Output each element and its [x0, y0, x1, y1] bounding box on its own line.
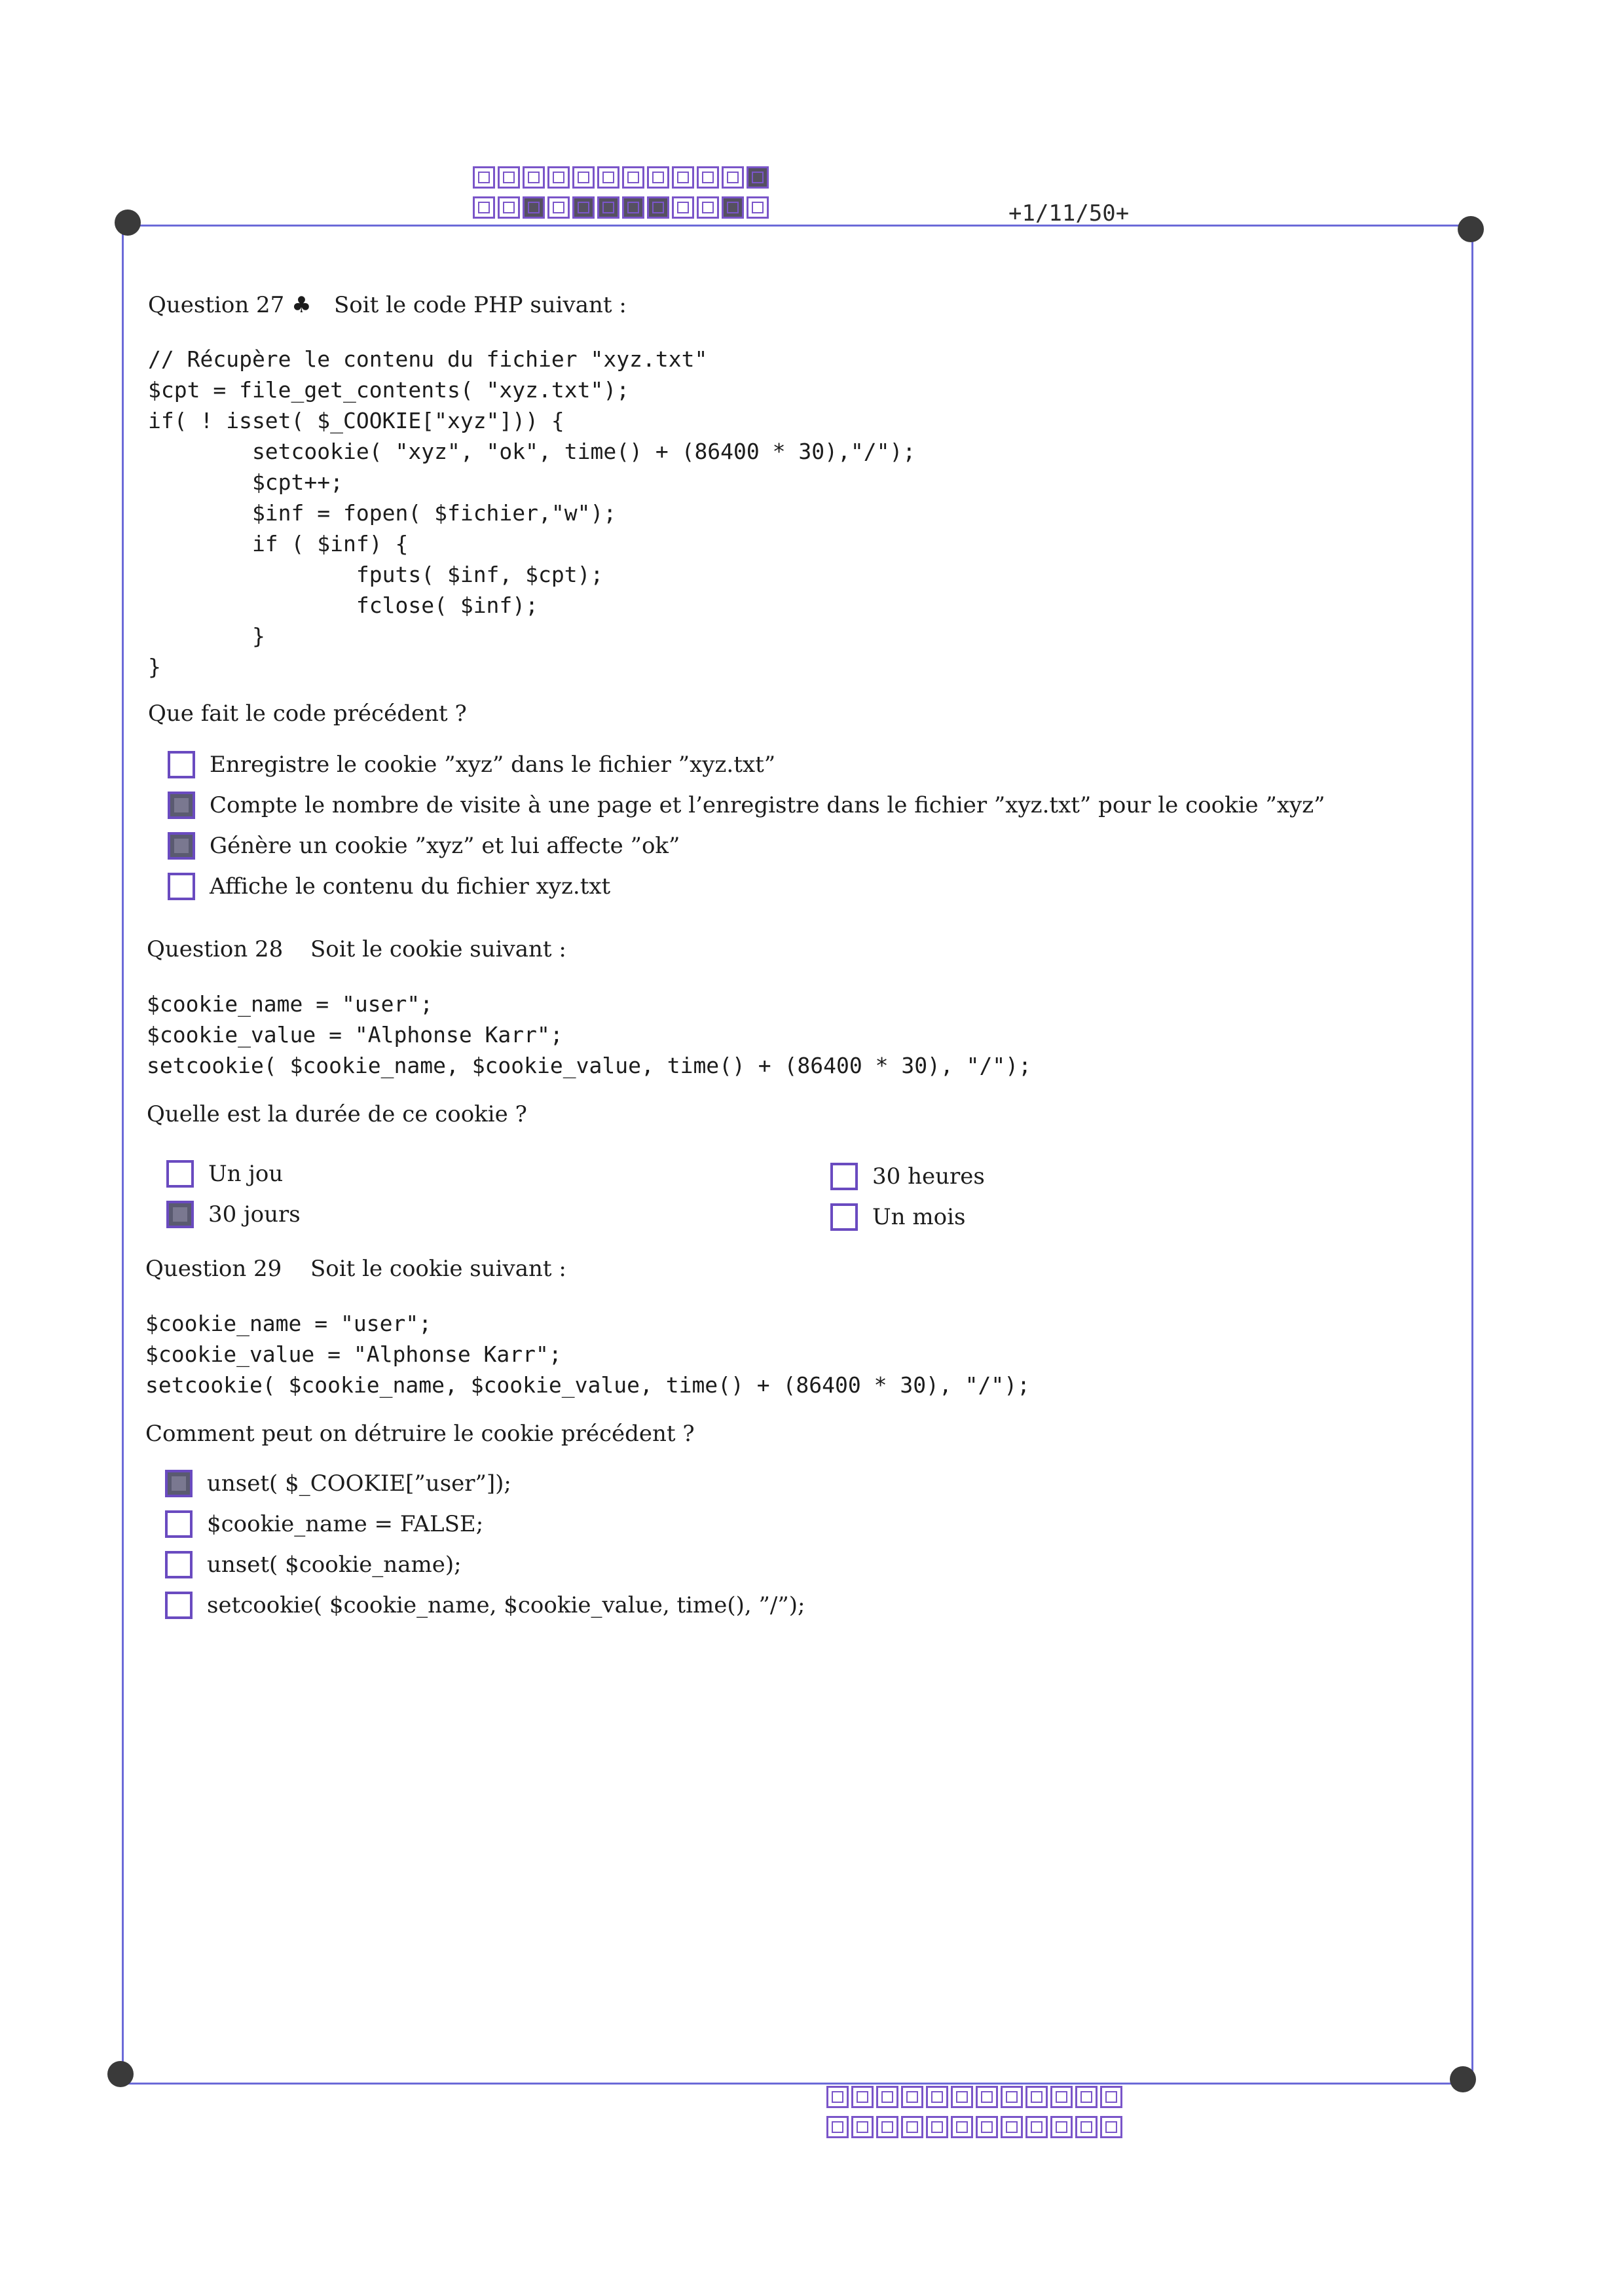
answer-label: Un jou [208, 1161, 284, 1187]
id-bar-cell [647, 196, 669, 219]
id-bar-cell [901, 2086, 923, 2108]
answer-label: Un mois [872, 1204, 966, 1230]
answer-option [165, 1510, 483, 1538]
answer-option [168, 751, 775, 778]
answer-label: Génère un cookie ”xyz” et lui affecte ”ok” [210, 833, 680, 859]
id-bar-cell [572, 196, 595, 219]
answer-checkbox[interactable] [168, 792, 195, 819]
id-bar-cell [498, 166, 520, 189]
question-intro: Soit le code PHP suivant : [334, 292, 627, 318]
question-intro: Soit le cookie suivant : [310, 936, 566, 962]
answer-checkbox[interactable] [830, 1163, 858, 1190]
code-block: // Récupère le contenu du fichier "xyz.txt" $cpt = file_get_contents( "xyz.txt"); if( ! isset( $_COOKIE["xyz"])) { setcookie( "xyz", "ok", time() + (86400 * 30),"/"); $cpt++; $inf = fopen( $fichier,"w"); if ( $inf) { fputs( $inf, $cpt); fclose( $inf); } } [148, 346, 916, 680]
question-29-header [145, 1256, 566, 1282]
id-bar-cell [697, 166, 719, 189]
question-prompt: Comment peut on détruire le cookie précédent ? [145, 1421, 695, 1447]
id-bar-cell [951, 2116, 973, 2138]
answer-checkbox[interactable] [168, 873, 195, 900]
question-number: Question 28 [147, 936, 284, 962]
answer-option [168, 832, 680, 860]
id-bar-cell [572, 166, 595, 189]
answer-option [168, 873, 610, 900]
id-bar-cell [826, 2086, 849, 2108]
id-bar-top-row2 [473, 196, 769, 219]
id-bar-cell [1075, 2086, 1098, 2108]
id-bar-cell [722, 196, 744, 219]
answer-label: 30 heures [872, 1163, 985, 1190]
id-bar-cell [473, 166, 495, 189]
id-bar-bottom-row2 [826, 2116, 1122, 2138]
id-bar-cell [926, 2086, 948, 2108]
id-bar-cell [672, 166, 694, 189]
answer-option [830, 1163, 985, 1190]
question-28-header [147, 936, 566, 962]
answer-option [165, 1551, 462, 1578]
id-bar-cell [547, 196, 570, 219]
id-bar-cell [1100, 2086, 1122, 2108]
id-bar-cell [851, 2086, 874, 2108]
answer-option [165, 1592, 805, 1619]
id-bar-cell [498, 196, 520, 219]
id-bar-cell [976, 2116, 998, 2138]
id-bar-cell [926, 2116, 948, 2138]
corner-mark-bottom-right [1450, 2066, 1476, 2092]
page-id: +1/11/50+ [1008, 200, 1130, 227]
id-bar-cell [523, 166, 545, 189]
id-bar-cell [851, 2116, 874, 2138]
id-bar-cell [1025, 2116, 1048, 2138]
answer-label: Affiche le contenu du fichier xyz.txt [210, 873, 611, 900]
id-bar-cell [523, 196, 545, 219]
id-bar-cell [1050, 2086, 1073, 2108]
answer-option [166, 1201, 301, 1228]
id-bar-cell [597, 166, 619, 189]
id-bar-cell [1100, 2116, 1122, 2138]
answer-checkbox[interactable] [166, 1160, 194, 1188]
answer-checkbox[interactable] [168, 751, 195, 778]
id-bar-cell [473, 196, 495, 219]
answer-checkbox[interactable] [166, 1201, 194, 1228]
id-bar-cell [1075, 2116, 1098, 2138]
answer-label: unset( $cookie_name); [207, 1552, 462, 1578]
id-bar-cell [597, 196, 619, 219]
id-bar-cell [1050, 2116, 1073, 2138]
question-27-header [148, 292, 627, 318]
id-bar-cell [876, 2086, 898, 2108]
code-block: $cookie_name = "user"; $cookie_value = "Alphonse Karr"; setcookie( $cookie_name, $cookie_value, time() + (86400 * 30), "/"); [147, 991, 1032, 1078]
question-prompt: Que fait le code précédent ? [148, 701, 467, 727]
id-bar-cell [976, 2086, 998, 2108]
answer-option [168, 792, 1325, 819]
id-bar-cell [747, 196, 769, 219]
corner-mark-bottom-left [107, 2061, 134, 2087]
id-bar-cell [647, 166, 669, 189]
answer-label: setcookie( $cookie_name, $cookie_value, time(), ”/”); [207, 1592, 805, 1618]
id-bar-top-row1 [473, 166, 769, 189]
answer-checkbox[interactable] [168, 832, 195, 860]
id-bar-cell [672, 196, 694, 219]
code-block: $cookie_name = "user"; $cookie_value = "Alphonse Karr"; setcookie( $cookie_name, $cookie_value, time() + (86400 * 30), "/"); [145, 1311, 1031, 1398]
answer-checkbox[interactable] [165, 1551, 193, 1578]
question-intro: Soit le cookie suivant : [310, 1256, 566, 1282]
id-bar-cell [622, 166, 644, 189]
id-bar-cell [547, 166, 570, 189]
answer-label: Compte le nombre de visite à une page et l’enregistre dans le fichier ”xyz.txt” pour le cookie ”xyz” [210, 792, 1325, 818]
question-number: Question 27 ♣ [148, 292, 312, 318]
answer-checkbox[interactable] [830, 1203, 858, 1231]
answer-option [166, 1160, 283, 1188]
id-bar-bottom-row1 [826, 2086, 1122, 2108]
answer-label: Enregistre le cookie ”xyz” dans le fichier ”xyz.txt” [210, 752, 776, 778]
answer-checkbox[interactable] [165, 1470, 193, 1497]
id-bar-cell [697, 196, 719, 219]
id-bar-cell [722, 166, 744, 189]
corner-mark-top-right [1458, 216, 1484, 242]
id-bar-cell [876, 2116, 898, 2138]
question-number: Question 29 [145, 1256, 282, 1282]
id-bar-cell [1001, 2086, 1023, 2108]
id-bar-cell [622, 196, 644, 219]
id-bar-cell [901, 2116, 923, 2138]
id-bar-cell [1001, 2116, 1023, 2138]
answer-label: 30 jours [208, 1201, 301, 1228]
id-bar-cell [1025, 2086, 1048, 2108]
answer-option [165, 1470, 511, 1497]
id-bar-cell [747, 166, 769, 189]
id-bar-cell [951, 2086, 973, 2108]
corner-mark-top-left [115, 210, 141, 236]
answer-label: unset( $_COOKIE[”user”]); [207, 1470, 511, 1497]
question-prompt: Quelle est la durée de ce cookie ? [147, 1101, 527, 1127]
answer-label: $cookie_name = FALSE; [207, 1511, 484, 1537]
answer-checkbox[interactable] [165, 1510, 193, 1538]
id-bar-cell [826, 2116, 849, 2138]
answer-option [830, 1203, 965, 1231]
answer-checkbox[interactable] [165, 1592, 193, 1619]
